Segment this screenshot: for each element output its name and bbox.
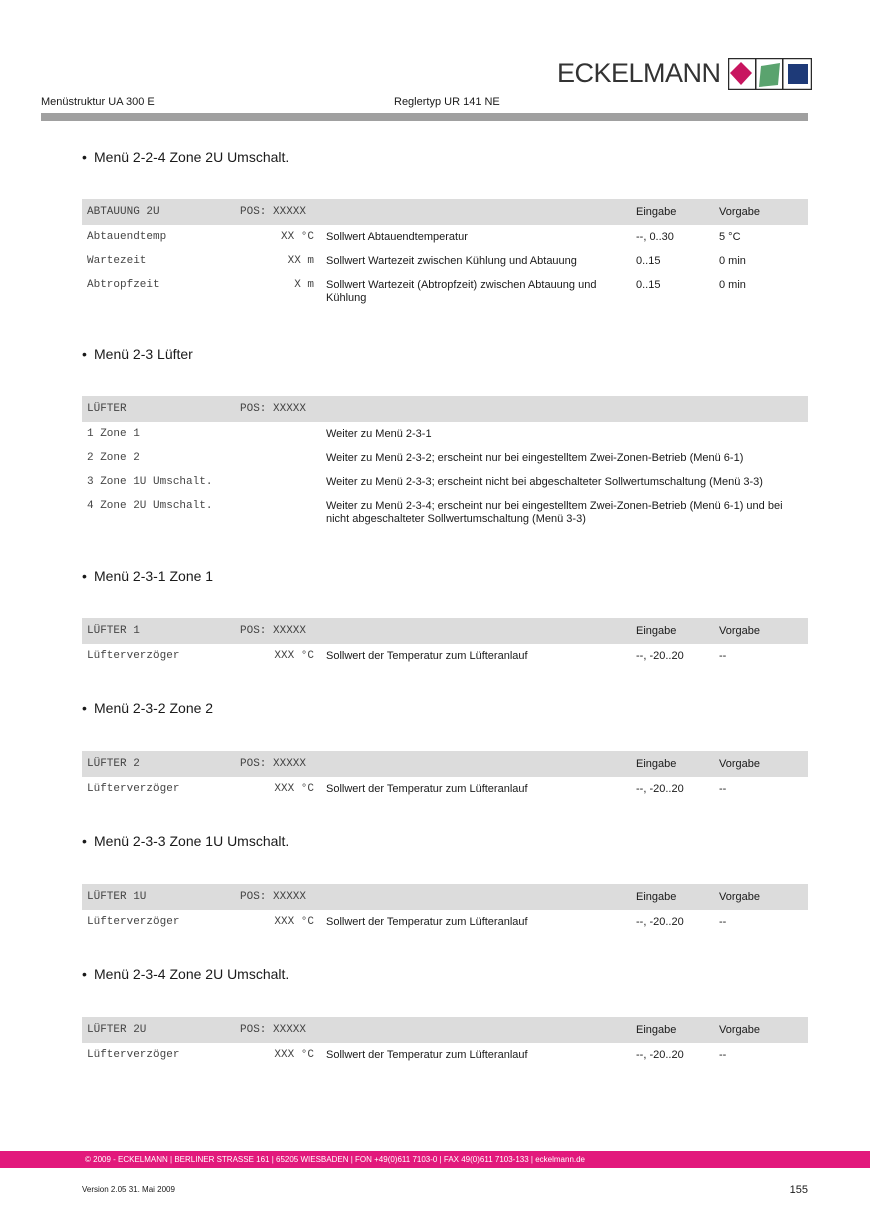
description-header — [326, 618, 636, 644]
section-title-text: Menü 2-3-3 Zone 1U Umschalt. — [94, 833, 290, 849]
menu-name-header: LÜFTER — [87, 403, 127, 415]
menu-name-header: LÜFTER 1U — [87, 891, 147, 903]
brand-logo — [557, 56, 812, 90]
parameter-name: Lüfterverzöger — [87, 650, 180, 662]
section-title — [82, 149, 289, 165]
bullet-icon: • — [82, 833, 87, 849]
submenu-value — [240, 446, 326, 470]
bullet-icon: • — [82, 966, 87, 982]
section-title-text: Menü 2-3-2 Zone 2 — [94, 700, 214, 716]
input-header: Eingabe — [636, 625, 677, 637]
parameter-default: -- — [719, 916, 727, 928]
parameter-default: 5 °C — [719, 231, 741, 243]
parameter-input-range: 0..15 — [636, 279, 661, 291]
parameter-default: 0 min — [719, 255, 746, 267]
submenu-value — [240, 470, 326, 494]
section-title — [82, 346, 193, 362]
submenu-value — [240, 422, 326, 446]
table-row — [82, 446, 808, 470]
section-title-text: Menü 2-2-4 Zone 2U Umschalt. — [94, 149, 290, 165]
eckelmann-logo-icon — [728, 58, 812, 90]
parameter-input-range: --, -20..20 — [636, 916, 684, 928]
parameter-input-range: 0..15 — [636, 255, 661, 267]
table-row — [82, 249, 808, 273]
table-header-row — [82, 199, 808, 225]
section-title — [82, 833, 289, 849]
parameter-description: Sollwert Abtauendtemperatur — [326, 231, 468, 243]
submenu-description: Weiter zu Menü 2-3-3; erscheint nicht bei abgeschalteter Sollwertumschaltung (Menü 3-3) — [326, 476, 763, 488]
table-row — [82, 422, 808, 446]
page-number: 155 — [789, 1184, 808, 1196]
parameter-name: Abtauendtemp — [87, 231, 167, 243]
footer-contact: © 2009 - ECKELMANN | BERLINER STRASSE 161 | 65205 WIESBADEN | FON +49(0)611 7103-0 | FAX 49(0)611 7103-133 | eckelmann.de — [85, 1155, 586, 1164]
parameter-name: Lüfterverzöger — [87, 1049, 180, 1061]
table-row — [82, 1043, 808, 1067]
table-row — [82, 225, 808, 249]
brand-name: ECKELMANN — [557, 58, 721, 88]
table-header-row — [82, 884, 808, 910]
submenu-name: 1 Zone 1 — [87, 428, 140, 440]
description-header — [326, 199, 636, 225]
parameter-default: -- — [719, 650, 727, 662]
input-header: Eingabe — [636, 758, 677, 770]
submenu-description: Weiter zu Menü 2-3-2; erscheint nur bei eingestelltem Zwei-Zonen-Betrieb (Menü 6-1) — [326, 452, 744, 464]
parameter-name: Lüfterverzöger — [87, 916, 180, 928]
input-header: Eingabe — [636, 891, 677, 903]
submenu-name: 2 Zone 2 — [87, 452, 140, 464]
parameter-name: Lüfterverzöger — [87, 783, 180, 795]
parameter-description: Sollwert Wartezeit zwischen Kühlung und Abtauung — [326, 255, 577, 267]
table-header-row — [82, 396, 808, 422]
menu-table — [82, 1017, 808, 1067]
submenu-description: Weiter zu Menü 2-3-4; erscheint nur bei eingestelltem Zwei-Zonen-Betrieb (Menü 6-1) und bei nicht abgeschalteter Sollwertumschaltung (Menü 3-3) — [326, 500, 783, 525]
header-controller-type: Reglertyp UR 141 NE — [394, 96, 500, 108]
menu-name-header: LÜFTER 1 — [87, 625, 140, 637]
default-header: Vorgabe — [719, 758, 760, 770]
default-header: Vorgabe — [719, 891, 760, 903]
default-header: Vorgabe — [719, 625, 760, 637]
table-row — [82, 273, 808, 310]
position-header: POS: XXXXX — [240, 403, 307, 415]
table-header-row — [82, 1017, 808, 1043]
submenu-name: 4 Zone 2U Umschalt. — [87, 500, 213, 512]
parameter-description: Sollwert der Temperatur zum Lüfteranlauf — [326, 916, 528, 928]
description-header — [326, 751, 636, 777]
parameter-value: XXX °C — [274, 783, 314, 795]
input-header: Eingabe — [636, 206, 677, 218]
version-date: Version 2.05 31. Mai 2009 — [82, 1185, 175, 1194]
default-header: Vorgabe — [719, 1024, 760, 1036]
bullet-icon: • — [82, 149, 87, 165]
description-header — [326, 1017, 636, 1043]
section-title-text: Menü 2-3 Lüfter — [94, 346, 193, 362]
parameter-default: -- — [719, 1049, 727, 1061]
position-header: POS: XXXXX — [240, 1024, 307, 1036]
submenu-value — [240, 494, 326, 531]
parameter-value: XXX °C — [274, 916, 314, 928]
parameter-default: 0 min — [719, 279, 746, 291]
table-row — [82, 910, 808, 934]
bullet-icon: • — [82, 568, 87, 584]
menu-name-header: ABTAUUNG 2U — [87, 206, 160, 218]
description-header — [326, 884, 636, 910]
position-header: POS: XXXXX — [240, 891, 307, 903]
parameter-value: XXX °C — [274, 650, 314, 662]
parameter-name: Abtropfzeit — [87, 279, 160, 291]
table-header-row — [82, 618, 808, 644]
parameter-description: Sollwert der Temperatur zum Lüfteranlauf — [326, 783, 528, 795]
table-row — [82, 644, 808, 668]
parameter-value: XXX °C — [274, 1049, 314, 1061]
bullet-icon: • — [82, 346, 87, 362]
parameter-default: -- — [719, 783, 727, 795]
parameter-value: XX °C — [280, 231, 314, 243]
submenu-name: 3 Zone 1U Umschalt. — [87, 476, 213, 488]
parameter-description: Sollwert Wartezeit (Abtropfzeit) zwischen Abtauung und Kühlung — [326, 279, 597, 304]
menu-name-header: LÜFTER 2 — [87, 758, 140, 770]
menu-table — [82, 751, 808, 801]
header-divider — [41, 113, 808, 121]
parameter-description: Sollwert der Temperatur zum Lüfteranlauf — [326, 1049, 528, 1061]
bullet-icon: • — [82, 700, 87, 716]
description-header — [326, 396, 808, 422]
section-title-text: Menü 2-3-4 Zone 2U Umschalt. — [94, 966, 290, 982]
header-document-title: Menüstruktur UA 300 E — [41, 96, 155, 108]
parameter-name: Wartezeit — [87, 255, 147, 267]
table-header-row — [82, 751, 808, 777]
parameter-input-range: --, -20..20 — [636, 783, 684, 795]
menu-table — [82, 199, 808, 310]
menu-table — [82, 618, 808, 668]
parameter-input-range: --, -20..20 — [636, 1049, 684, 1061]
parameter-input-range: --, 0..30 — [636, 231, 674, 243]
input-header: Eingabe — [636, 1024, 677, 1036]
position-header: POS: XXXXX — [240, 206, 307, 218]
parameter-description: Sollwert der Temperatur zum Lüfteranlauf — [326, 650, 528, 662]
section-title — [82, 568, 213, 584]
table-row — [82, 470, 808, 494]
menu-table — [82, 396, 808, 531]
section-title-text: Menü 2-3-1 Zone 1 — [94, 568, 214, 584]
position-header: POS: XXXXX — [240, 625, 307, 637]
menu-name-header: LÜFTER 2U — [87, 1024, 147, 1036]
position-header: POS: XXXXX — [240, 758, 307, 770]
parameter-value: X m — [294, 279, 314, 291]
section-title — [82, 966, 289, 982]
section-title — [82, 700, 213, 716]
table-row — [82, 777, 808, 801]
parameter-value: XX m — [287, 255, 314, 267]
menu-table — [82, 884, 808, 934]
default-header: Vorgabe — [719, 206, 760, 218]
submenu-description: Weiter zu Menü 2-3-1 — [326, 428, 432, 440]
parameter-input-range: --, -20..20 — [636, 650, 684, 662]
table-row — [82, 494, 808, 531]
